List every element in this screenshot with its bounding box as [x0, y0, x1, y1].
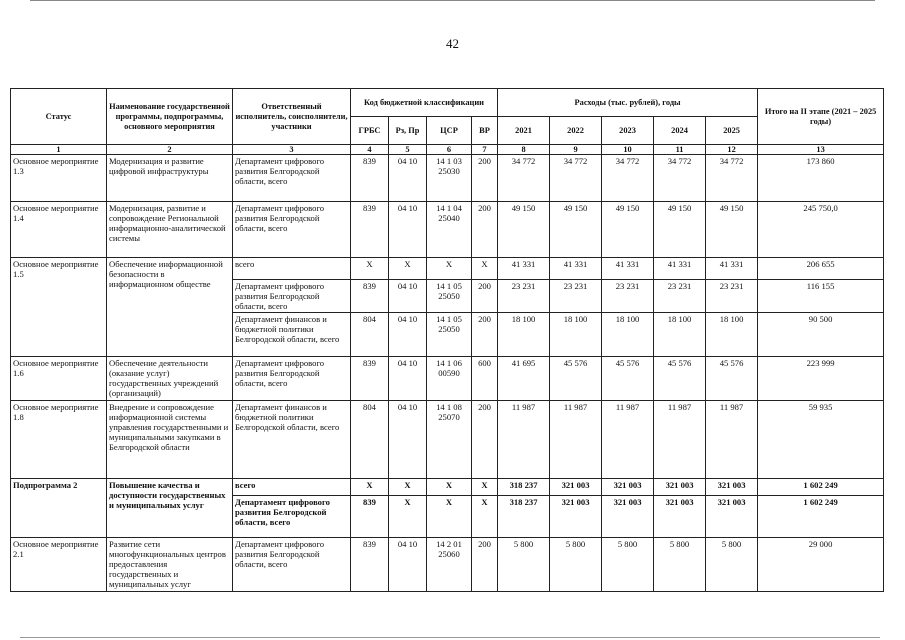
- row-value-2025: 11 987: [706, 401, 758, 479]
- row-name: Внедрение и сопровождение информационной системы управления государственными и муниципальными закупками в Белгородской области: [107, 401, 233, 479]
- table-row: [11, 155, 884, 202]
- row-executor: Департамент финансов и бюджетной политики Белгородской области, всего: [233, 313, 351, 357]
- row-value-2022: 34 772: [550, 155, 602, 202]
- row-value-2024: 18 100: [654, 313, 706, 357]
- row-value-2021: 18 100: [498, 313, 550, 357]
- table-row: [11, 401, 884, 479]
- col-num: 1: [11, 145, 107, 155]
- header-name: Наименование государственной программы, подпрограммы, основного мероприятия: [107, 89, 233, 145]
- row-csr: Х: [427, 258, 472, 280]
- header-year-2022: 2022: [550, 117, 602, 145]
- row-grbs: 839: [351, 155, 389, 202]
- row-value-2023: 41 331: [602, 258, 654, 280]
- header-year-2024: 2024: [654, 117, 706, 145]
- row-rzpr: 04 10: [389, 538, 427, 592]
- header-total: Итого на II этапе (2021 – 2025 годы): [758, 89, 884, 145]
- row-executor: Департамент цифрового развития Белгородской области, всего: [233, 155, 351, 202]
- row-total: 1 602 249: [758, 496, 884, 538]
- table-row: [11, 258, 884, 280]
- row-value-2024: 5 800: [654, 538, 706, 592]
- row-value-2021: 41 695: [498, 357, 550, 401]
- row-value-2021: 318 237: [498, 479, 550, 496]
- header-csr: ЦСР: [427, 117, 472, 145]
- row-rzpr: Х: [389, 479, 427, 496]
- page-number: 42: [446, 36, 459, 51]
- row-value-2023: 5 800: [602, 538, 654, 592]
- row-value-2024: 49 150: [654, 202, 706, 258]
- row-csr: 14 1 06 00590: [427, 357, 472, 401]
- row-csr: 14 2 01 25060: [427, 538, 472, 592]
- row-vr: 200: [472, 280, 498, 313]
- col-num: 8: [498, 145, 550, 155]
- header-status: Статус: [11, 89, 107, 145]
- row-csr: 14 1 05 25050: [427, 313, 472, 357]
- row-vr: Х: [472, 496, 498, 538]
- row-name: Обеспечение информационной безопасности в информационном обществе: [107, 258, 233, 357]
- row-total: 173 860: [758, 155, 884, 202]
- row-vr: 200: [472, 155, 498, 202]
- row-value-2024: 41 331: [654, 258, 706, 280]
- row-value-2024: 23 231: [654, 280, 706, 313]
- top-rule: [30, 0, 875, 1]
- header-executor: Ответственный исполнитель, соисполнители, участники: [233, 89, 351, 145]
- row-status: Основное мероприятие 1.4: [11, 202, 107, 258]
- row-value-2022: 18 100: [550, 313, 602, 357]
- row-grbs: 804: [351, 313, 389, 357]
- header-grbs: ГРБС: [351, 117, 389, 145]
- row-value-2022: 23 231: [550, 280, 602, 313]
- row-total: 90 500: [758, 313, 884, 357]
- row-total: 206 655: [758, 258, 884, 280]
- header-budget-code: Код бюджетной классификации: [351, 89, 498, 117]
- row-value-2023: 321 003: [602, 496, 654, 538]
- row-rzpr: 04 10: [389, 155, 427, 202]
- row-value-2022: 41 331: [550, 258, 602, 280]
- column-numbers-row: [11, 145, 884, 155]
- row-status: Основное мероприятие 1.6: [11, 357, 107, 401]
- header-vr: ВР: [472, 117, 498, 145]
- row-value-2022: 5 800: [550, 538, 602, 592]
- row-name: Модернизация, развитие и сопровождение Региональной информационно-аналитической системы: [107, 202, 233, 258]
- table-header: [11, 89, 884, 155]
- row-value-2022: 49 150: [550, 202, 602, 258]
- row-total: 245 750,0: [758, 202, 884, 258]
- bottom-rule: [20, 637, 880, 638]
- col-num: 12: [706, 145, 758, 155]
- row-executor: Департамент цифрового развития Белгородской области, всего: [233, 357, 351, 401]
- row-rzpr: 04 10: [389, 202, 427, 258]
- col-num: 11: [654, 145, 706, 155]
- row-grbs: 839: [351, 496, 389, 538]
- row-value-2021: 41 331: [498, 258, 550, 280]
- row-total: 29 000: [758, 538, 884, 592]
- table-row: [11, 538, 884, 592]
- row-grbs: Х: [351, 479, 389, 496]
- header-year-2021: 2021: [498, 117, 550, 145]
- header-year-2025: 2025: [706, 117, 758, 145]
- row-value-2025: 321 003: [706, 479, 758, 496]
- row-vr: 200: [472, 538, 498, 592]
- col-num: 6: [427, 145, 472, 155]
- row-value-2021: 49 150: [498, 202, 550, 258]
- row-grbs: 839: [351, 538, 389, 592]
- col-num: 13: [758, 145, 884, 155]
- row-name: Повышение качества и доступности государственных и муниципальных услуг: [107, 479, 233, 538]
- row-value-2022: 321 003: [550, 479, 602, 496]
- row-value-2025: 5 800: [706, 538, 758, 592]
- row-value-2021: 11 987: [498, 401, 550, 479]
- row-value-2022: 321 003: [550, 496, 602, 538]
- row-value-2023: 18 100: [602, 313, 654, 357]
- row-csr: Х: [427, 496, 472, 538]
- col-num: 10: [602, 145, 654, 155]
- row-grbs: 839: [351, 357, 389, 401]
- row-value-2025: 41 331: [706, 258, 758, 280]
- col-num: 4: [351, 145, 389, 155]
- row-total: 223 999: [758, 357, 884, 401]
- row-csr: Х: [427, 479, 472, 496]
- row-vr: Х: [472, 258, 498, 280]
- header-year-2023: 2023: [602, 117, 654, 145]
- row-total: 116 155: [758, 280, 884, 313]
- row-value-2021: 318 237: [498, 496, 550, 538]
- row-value-2023: 49 150: [602, 202, 654, 258]
- row-csr: 14 1 03 25030: [427, 155, 472, 202]
- row-value-2024: 321 003: [654, 496, 706, 538]
- row-status: Основное мероприятие 1.5: [11, 258, 107, 357]
- row-csr: 14 1 04 25040: [427, 202, 472, 258]
- row-name: Развитие сети многофункциональных центров предоставления государственных и муниципальных услуг: [107, 538, 233, 592]
- row-value-2025: 49 150: [706, 202, 758, 258]
- row-executor: всего: [233, 258, 351, 280]
- row-csr: 14 1 08 25070: [427, 401, 472, 479]
- row-vr: 200: [472, 401, 498, 479]
- header-rzpr: Рз, Пр: [389, 117, 427, 145]
- row-executor: Департамент цифрового развития Белгородской области, всего: [233, 202, 351, 258]
- row-value-2024: 321 003: [654, 479, 706, 496]
- row-executor: Департамент финансов и бюджетной политики Белгородской области, всего: [233, 401, 351, 479]
- row-value-2025: 34 772: [706, 155, 758, 202]
- row-total: 59 935: [758, 401, 884, 479]
- row-grbs: 839: [351, 202, 389, 258]
- row-status: Основное мероприятие 1.3: [11, 155, 107, 202]
- row-rzpr: 04 10: [389, 401, 427, 479]
- col-num: 2: [107, 145, 233, 155]
- row-rzpr: Х: [389, 496, 427, 538]
- row-vr: 200: [472, 313, 498, 357]
- row-value-2023: 11 987: [602, 401, 654, 479]
- row-vr: Х: [472, 479, 498, 496]
- row-value-2024: 34 772: [654, 155, 706, 202]
- table-row: [11, 357, 884, 401]
- row-value-2024: 11 987: [654, 401, 706, 479]
- row-grbs: 839: [351, 280, 389, 313]
- row-name: Модернизация и развитие цифровой инфраструктуры: [107, 155, 233, 202]
- row-value-2023: 34 772: [602, 155, 654, 202]
- table-body: [11, 155, 884, 592]
- row-vr: 200: [472, 202, 498, 258]
- row-name: Обеспечение деятельности (оказание услуг) государственных учреждений (организаций): [107, 357, 233, 401]
- table-row: [11, 202, 884, 258]
- row-csr: 14 1 05 25050: [427, 280, 472, 313]
- budget-table: [10, 88, 884, 592]
- col-num: 3: [233, 145, 351, 155]
- row-value-2023: 45 576: [602, 357, 654, 401]
- row-value-2021: 5 800: [498, 538, 550, 592]
- col-num: 7: [472, 145, 498, 155]
- row-executor: Департамент цифрового развития Белгородской области, всего: [233, 280, 351, 313]
- row-executor: Департамент цифрового развития Белгородской области, всего: [233, 538, 351, 592]
- row-total: 1 602 249: [758, 479, 884, 496]
- row-rzpr: 04 10: [389, 313, 427, 357]
- row-value-2023: 23 231: [602, 280, 654, 313]
- row-value-2023: 321 003: [602, 479, 654, 496]
- col-num: 5: [389, 145, 427, 155]
- row-value-2025: 18 100: [706, 313, 758, 357]
- row-value-2025: 23 231: [706, 280, 758, 313]
- row-executor: Департамент цифрового развития Белгородской области, всего: [233, 496, 351, 538]
- row-grbs: 804: [351, 401, 389, 479]
- row-executor: всего: [233, 479, 351, 496]
- row-vr: 600: [472, 357, 498, 401]
- row-rzpr: 04 10: [389, 357, 427, 401]
- row-rzpr: 04 10: [389, 280, 427, 313]
- row-value-2022: 45 576: [550, 357, 602, 401]
- row-value-2025: 321 003: [706, 496, 758, 538]
- row-value-2025: 45 576: [706, 357, 758, 401]
- row-value-2022: 11 987: [550, 401, 602, 479]
- row-status: Подпрограмма 2: [11, 479, 107, 538]
- header-expenses: Расходы (тыс. рублей), годы: [498, 89, 758, 117]
- col-num: 9: [550, 145, 602, 155]
- row-value-2024: 45 576: [654, 357, 706, 401]
- row-value-2021: 34 772: [498, 155, 550, 202]
- table-row: [11, 479, 884, 496]
- row-grbs: Х: [351, 258, 389, 280]
- row-status: Основное мероприятие 1.8: [11, 401, 107, 479]
- row-rzpr: Х: [389, 258, 427, 280]
- row-value-2021: 23 231: [498, 280, 550, 313]
- row-status: Основное мероприятие 2.1: [11, 538, 107, 592]
